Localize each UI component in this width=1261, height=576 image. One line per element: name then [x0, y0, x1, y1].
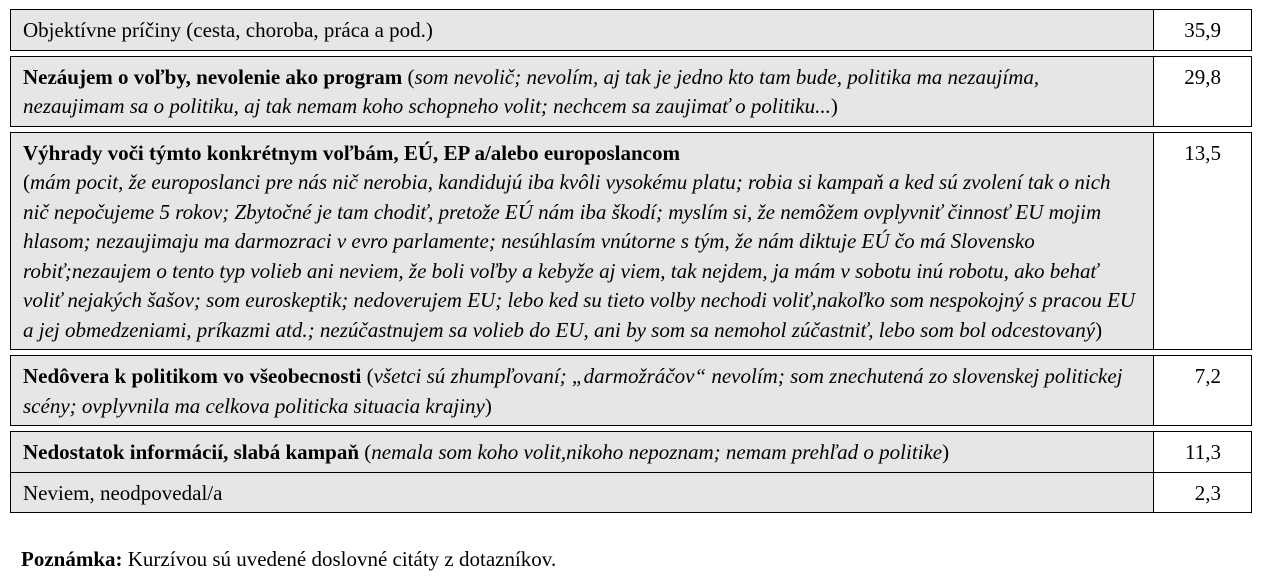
row-value: 2,3: [1154, 472, 1252, 513]
reason-title: Výhrady voči týmto konkrétnym voľbám, EÚ, EP a/alebo europoslancom: [23, 140, 680, 165]
row-label: Nezáujem o voľby, nevolenie ako program (som nevolič; nevolím, aj tak je jedno kto tam bude, politika ma nezaujíma, nezaujimam sa o politiku, aj tak nemam koho schopneho volit; nechcem sa zaujimať o politiku...): [11, 56, 1154, 126]
reason-quote: všetci sú zhumpľovaní; „darmožráčov“ nevolím; som znechutená zo slovenskej politickej scény; ovplyvnila ma celkova politicka situacia krajiny: [23, 364, 1123, 418]
reason-title: Nezáujem o voľby, nevolenie ako program: [23, 64, 403, 89]
table-row: [11, 356, 1252, 426]
table-row: [11, 472, 1252, 513]
table-row: [11, 132, 1252, 350]
reason-text: Objektívne príčiny (cesta, choroba, práca a pod.): [23, 18, 433, 42]
reason-quote: som nevolič; nevolím, aj tak je jedno kto tam bude, politika ma nezaujíma, nezaujimam sa o politiku, aj tak nemam koho schopneho volit; nechcem sa zaujimať o politiku...: [23, 64, 1040, 118]
table-row: [11, 56, 1252, 126]
row-value: 13,5: [1154, 132, 1252, 350]
row-value: 35,9: [1154, 10, 1252, 51]
row-value: 11,3: [1154, 432, 1252, 473]
row-label: [11, 10, 1154, 51]
survey-reasons-table: [10, 9, 1252, 513]
reason-quote: mám pocit, že europoslanci pre nás nič nerobia, kandidujú iba kvôli vysokému platu; robia si kampaň a ked sú zvolení tak o nich nič nepočujeme 5 rokov; Zbytočné je tam chodiť, pretože EÚ nám iba škodí; myslím si, že nemôžem ovplyvniť činnosť EU mojim hlasom; nezaujimaju ma darmozraci v evro parlamente; nesúhlasím vnútorne s tým, že nám diktuje EÚ čo má Slovensko robiť;nezaujem o tento typ volieb ani neviem, že boli voľby a kebyže aj viem, tak nejdem, ja mám v sobotu inú robotu, ako behať voliť nejakých šašov; som euroskeptik; nedoverujem EU; lebo ked su tieto volby nechodi voliť,nakoľko som nespokojný s pracou EU a jej obmedzeniami, príkazmi atd.; nezúčastnujem sa volieb do EU, ani by som sa nemohol zúčastniť, lebo som bol odcestovaný: [23, 170, 1136, 342]
note-label: Poznámka:: [21, 547, 123, 571]
table-note: [21, 546, 556, 572]
table-row: [11, 10, 1252, 51]
row-label: Nedôvera k politikom vo všeobecnosti (všetci sú zhumpľovaní; „darmožráčov“ nevolím; som znechutená zo slovenskej politickej scény; ovplyvnila ma celkova politicka situacia krajiny): [11, 356, 1154, 426]
row-label: Výhrady voči týmto konkrétnym voľbám, EÚ, EP a/alebo europoslancom (mám pocit, že europoslanci pre nás nič nerobia, kandidujú iba kvôli vysokému platu; robia si kampaň a ked sú zvolení tak o nich nič nepočujeme 5 rokov; Zbytočné je tam chodiť, pretože EÚ nám iba škodí; myslím si, že nemôžem ovplyvniť činnosť EU mojim hlasom; nezaujimaju ma darmozraci v evro parlamente; nesúhlasím vnútorne s tým, že nám diktuje EÚ čo má Slovensko robiť;nezaujem o tento typ volieb ani neviem, že boli voľby a kebyže aj viem, tak nejdem, ja mám v sobotu inú robotu, ako behať voliť nejakých šašov; som euroskeptik; nedoverujem EU; lebo ked su tieto volby nechodi voliť,nakoľko som nespokojný s pracou EU a jej obmedzeniami, príkazmi atd.; nezúčastnujem sa volieb do EU, ani by som sa nemohol zúčastniť, lebo som bol odcestovaný): [11, 132, 1154, 350]
reason-text: Neviem, neodpovedal/a: [23, 480, 223, 505]
reason-title: Nedostatok informácií, slabá kampaň: [23, 440, 360, 464]
table-row: [11, 432, 1252, 473]
row-value: 29,8: [1154, 56, 1252, 126]
reason-quote: nemala som koho volit,nikoho nepoznam; nemam prehľad o politike: [371, 440, 943, 464]
note-text: Kurzívou sú uvedené doslovné citáty z dotazníkov.: [127, 547, 557, 571]
row-value: 7,2: [1154, 356, 1252, 426]
row-label: Nedostatok informácií, slabá kampaň (nemala som koho volit,nikoho nepoznam; nemam prehľad o politike): [11, 432, 1154, 473]
row-label: [11, 472, 1154, 513]
reason-title: Nedôvera k politikom vo všeobecnosti: [23, 364, 362, 388]
